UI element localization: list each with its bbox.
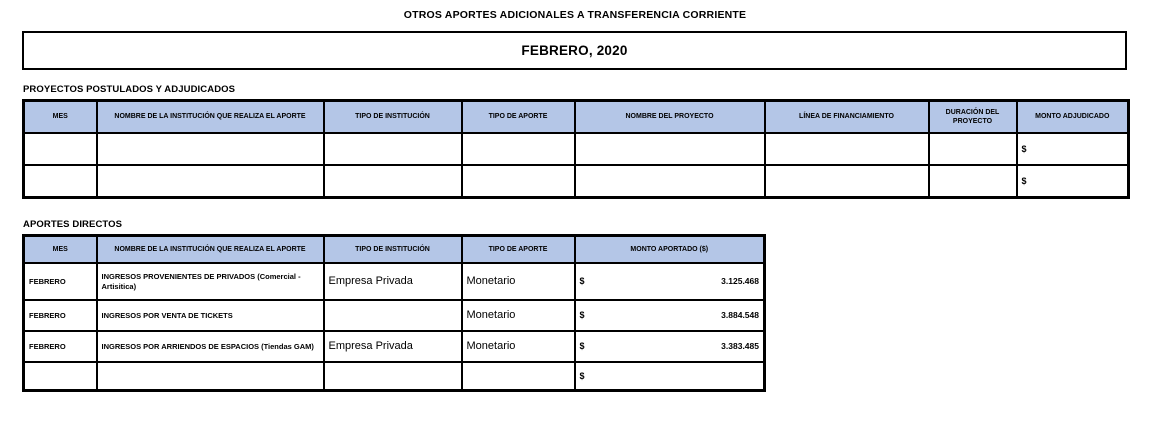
cell-duracion-proyecto (929, 133, 1017, 165)
cell-mes: FEBRERO (24, 263, 97, 300)
cell-mes (24, 133, 97, 165)
cell-tipo-institucion: Empresa Privada (324, 263, 462, 300)
cell-tipo-aporte: Monetario (462, 331, 575, 362)
cell-nombre-proyecto (575, 165, 765, 198)
cell-institucion (97, 133, 324, 165)
projects-header-row (24, 101, 1129, 134)
cell-tipo-institucion (324, 133, 462, 165)
col-header-monto-adjudicado: MONTO ADJUDICADO (1017, 101, 1129, 134)
cell-mes (24, 165, 97, 198)
table-row (24, 300, 765, 331)
cell-tipo-institucion: Empresa Privada (324, 331, 462, 362)
col-header-duracion-proyecto: DURACIÓN DEL PROYECTO (929, 101, 1017, 134)
cell-nombre-proyecto (575, 133, 765, 165)
section-label-direct: APORTES DIRECTOS (23, 219, 123, 230)
cell-institucion: INGRESOS POR ARRIENDOS DE ESPACIOS (Tiendas GAM) (97, 331, 324, 362)
cell-monto-aportado (575, 331, 765, 362)
cell-monto-aportado (575, 300, 765, 331)
amount (580, 341, 760, 351)
currency-symbol: $ (579, 310, 585, 321)
cell-institucion (97, 362, 324, 391)
cell-institucion: INGRESOS POR VENTA DE TICKETS (97, 300, 324, 331)
amount-value: 3.884.548 (721, 309, 759, 320)
cell-duracion-proyecto (929, 165, 1017, 198)
col-header-tipo-institucion: TIPO DE INSTITUCIÓN (324, 101, 462, 134)
cell-mes: FEBRERO (24, 300, 97, 331)
table-row (24, 165, 1129, 198)
cell-tipo-institucion (324, 362, 462, 391)
col-header-mes: MES (24, 236, 97, 264)
cell-tipo-institucion (324, 165, 462, 198)
cell-tipo-aporte (462, 362, 575, 391)
period-label: FEBRERO, 2020 (521, 43, 628, 58)
currency-symbol: $ (579, 276, 585, 287)
col-header-tipo-institucion: TIPO DE INSTITUCIÓN (324, 236, 462, 264)
col-header-tipo-aporte: TIPO DE APORTE (462, 101, 575, 134)
direct-contributions-table (22, 234, 766, 392)
cell-tipo-aporte: Monetario (462, 263, 575, 300)
amount (580, 276, 760, 286)
col-header-institucion: NOMBRE DE LA INSTITUCIÓN QUE REALIZA EL APORTE (97, 101, 324, 134)
col-header-institucion: NOMBRE DE LA INSTITUCIÓN QUE REALIZA EL APORTE (97, 236, 324, 264)
cell-monto-aportado (575, 362, 765, 391)
cell-institucion (97, 165, 324, 198)
cell-monto-adjudicado (1017, 165, 1129, 198)
cell-mes: FEBRERO (24, 331, 97, 362)
currency-symbol: $ (1021, 175, 1027, 186)
direct-header-row (24, 236, 765, 264)
cell-tipo-aporte (462, 165, 575, 198)
amount-value: 3.125.468 (721, 275, 759, 286)
cell-tipo-institucion (324, 300, 462, 331)
table-row (24, 133, 1129, 165)
col-header-linea-financiamiento: LÍNEA DE FINANCIAMIENTO (765, 101, 929, 134)
cell-monto-aportado (575, 263, 765, 300)
projects-table (22, 99, 1130, 199)
amount-value: 3.383.485 (721, 340, 759, 351)
cell-institucion: INGRESOS PROVENIENTES DE PRIVADOS (Comercial - Artisitica) (97, 263, 324, 300)
amount (580, 310, 760, 320)
currency-symbol: $ (579, 370, 585, 381)
cell-tipo-aporte (462, 133, 575, 165)
col-header-nombre-proyecto: NOMBRE DEL PROYECTO (575, 101, 765, 134)
table-row (24, 331, 765, 362)
amount (1022, 176, 1124, 186)
cell-mes (24, 362, 97, 391)
table-row (24, 263, 765, 300)
currency-symbol: $ (1021, 143, 1027, 154)
col-header-monto-aportado: MONTO APORTADO ($) (575, 236, 765, 264)
cell-linea-financiamiento (765, 165, 929, 198)
col-header-tipo-aporte: TIPO DE APORTE (462, 236, 575, 264)
cell-linea-financiamiento (765, 133, 929, 165)
cell-tipo-aporte: Monetario (462, 300, 575, 331)
page-title: OTROS APORTES ADICIONALES A TRANSFERENCIA CORRIENTE (403, 9, 747, 21)
amount (580, 371, 760, 381)
cell-monto-adjudicado (1017, 133, 1129, 165)
section-label-projects: PROYECTOS POSTULADOS Y ADJUDICADOS (23, 84, 236, 95)
table-row (24, 362, 765, 391)
period-box (22, 31, 1127, 70)
currency-symbol: $ (579, 341, 585, 352)
col-header-mes: MES (24, 101, 97, 134)
amount (1022, 144, 1124, 154)
